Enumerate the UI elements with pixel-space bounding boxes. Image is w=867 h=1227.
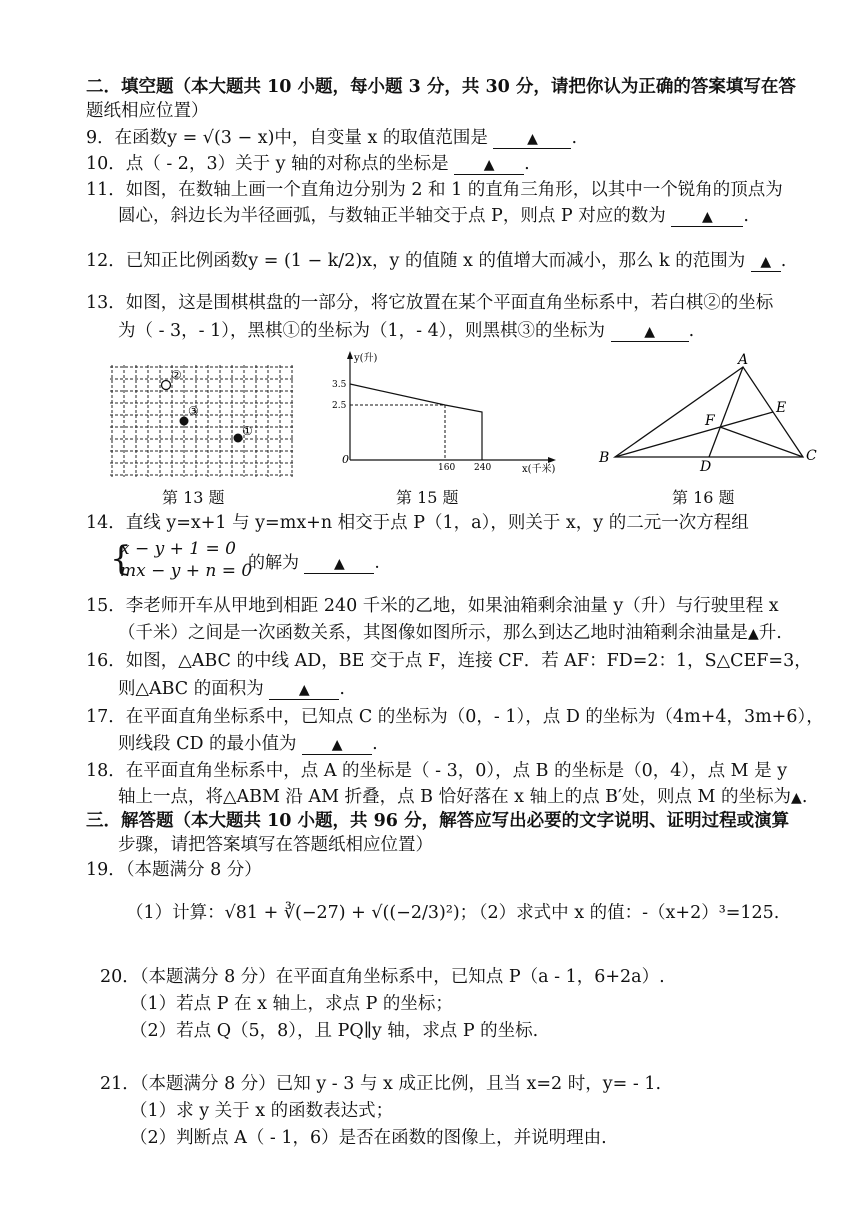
question-21-part1: （1）求 y 关于 x 的函数表达式；	[130, 1101, 394, 1121]
question-21-part2: （2）判断点 A（ - 1，6）是否在函数的图像上，并说明理由.	[130, 1128, 607, 1148]
question-13-line2: 为（ - 3，- 1），黑棋①的坐标为（1，- 4），则黑棋③的坐标为 ▲ .	[118, 321, 695, 341]
question-15-line2: （千米）之间是一次函数关系，其图像如图所示，那么到达乙地时油箱剩余油量是▲升.	[118, 623, 782, 643]
question-19-part1: （1）计算：√81 + ∛(−27) + √((−2/3)²)；	[126, 903, 478, 923]
label-stone-1: ①	[242, 424, 253, 438]
question-17-line2: 则线段 CD 的最小值为 ▲ .	[118, 734, 378, 754]
segment-cf	[720, 427, 803, 457]
answer-blank-13: ▲	[611, 322, 689, 342]
x-axis-arrow	[548, 457, 556, 463]
question-21: 21．（本题满分 8 分）已知 y - 3 与 x 成正比例，且当 x=2 时，y= - 1.	[100, 1074, 662, 1094]
label-c: C	[806, 448, 817, 464]
label-b: B	[599, 450, 610, 466]
go-board-figure	[108, 363, 298, 481]
answer-blank-16: ▲	[269, 680, 339, 700]
question-14-line1: 14．直线 y=x+1 与 y=mx+n 相交于点 P（1，a），则关于 x，y 的二元一次方程组	[86, 513, 749, 533]
question-11-line2: 圆心，斜边长为半径画弧，与数轴正半轴交于点 P，则点 P 对应的数为 ▲ .	[118, 206, 749, 226]
fuel-line	[350, 384, 482, 460]
section-2-title-line1: 二．填空题（本大题共 10 小题，每小题 3 分，共 30 分，请把你认为正确的答案填写在答	[86, 77, 796, 97]
brace: {	[110, 539, 132, 579]
question-10: 10．点（ - 2，3）关于 y 轴的对称点的坐标是 ▲ .	[86, 154, 530, 174]
question-20: 20．（本题满分 8 分）在平面直角坐标系中，已知点 P（a - 1，6+2a）.	[100, 967, 665, 987]
label-d: D	[700, 459, 712, 475]
answer-blank-17: ▲	[302, 735, 372, 755]
question-16-line2: 则△ABC 的面积为 ▲ .	[118, 679, 345, 699]
answer-blank-14: ▲	[304, 554, 374, 574]
origin-label: 0	[342, 453, 349, 466]
answer-blank-11: ▲	[671, 207, 743, 227]
question-18-line2: 轴上一点，将△ABM 沿 AM 折叠，点 B 恰好落在 x 轴上的点 B′处，则点 M 的坐标为▲.	[118, 787, 808, 807]
question-19-part2: （2）求式中 x 的值：-（x+2）³=125.	[470, 903, 780, 923]
question-20-part2: （2）若点 Q（5，8），且 PQ∥y 轴，求点 P 的坐标.	[130, 1021, 539, 1041]
label-f: F	[705, 413, 715, 429]
question-18-line1: 18．在平面直角坐标系中，点 A 的坐标是（ - 3，0），点 B 的坐标是（0，4），点 M 是 y	[86, 761, 788, 781]
question-12: 12．已知正比例函数y = (1 − k/2)x，y 的值随 x 的值增大而减小，那么 k 的范围为 ▲ .	[86, 251, 787, 271]
question-16-line1: 16．如图，△ABC 的中线 AD，BE 交于点 F，连接 CF．若 AF：FD=2：1，S△CEF=3，	[86, 651, 812, 671]
caption-fig-15: 第 15 题	[396, 488, 459, 507]
label-stone-3: ③	[188, 404, 199, 418]
section-2-title-line2: 题纸相应位置）	[86, 101, 209, 121]
question-17-line1: 17．在平面直角坐标系中，已知点 C 的坐标为（0，- 1），点 D 的坐标为（4m+4，3m+6），	[86, 707, 824, 727]
y-tick-2.5: 2.5	[332, 401, 347, 411]
answer-mark-18: ▲	[791, 790, 802, 806]
x-axis-label: x(千米)	[522, 464, 556, 475]
question-11-line1: 11．如图，在数轴上画一个直角边分别为 2 和 1 的直角三角形，以其中一个锐角的顶点为	[86, 180, 783, 200]
y-axis-label: y(升)	[354, 353, 378, 364]
caption-fig-13: 第 13 题	[162, 488, 225, 507]
y-tick-3.5: 3.5	[332, 380, 347, 390]
question-9: 9．在函数y = √(3 − x)中，自变量 x 的取值范围是 ▲ .	[86, 128, 578, 148]
equation-2: mx − y + n = 0	[120, 561, 253, 581]
label-e: E	[776, 400, 787, 416]
y-axis-arrow	[347, 351, 353, 359]
answer-blank-10: ▲	[454, 155, 524, 175]
caption-fig-16: 第 16 题	[672, 488, 735, 507]
answer-blank-12: ▲	[751, 252, 781, 272]
answer-mark-15: ▲	[748, 626, 759, 642]
x-tick-160: 160	[438, 463, 456, 473]
question-14-tail: 的解为 ▲ .	[248, 553, 380, 573]
triangle-figure	[595, 350, 825, 475]
label-a: A	[738, 352, 749, 368]
question-20-part1: （1）若点 P 在 x 轴上，求点 P 的坐标；	[130, 994, 453, 1014]
median-be	[615, 412, 773, 457]
triangle-abc	[615, 367, 803, 457]
median-ad	[709, 367, 743, 457]
question-13-line1: 13．如图，这是围棋棋盘的一部分，将它放置在某个平面直角坐标系中，若白棋②的坐标	[86, 293, 774, 313]
white-stone-2	[162, 381, 171, 390]
question-15-line1: 15．李老师开车从甲地到相距 240 千米的乙地，如果油箱剩余油量 y（升）与行驶里程 x	[86, 596, 779, 616]
label-stone-2: ②	[171, 368, 182, 382]
x-tick-240: 240	[474, 463, 492, 473]
equation-1: x − y + 1 = 0	[120, 539, 236, 559]
question-19: 19．（本题满分 8 分）	[86, 860, 262, 880]
section-3-title-line1: 三．解答题（本大题共 10 小题，共 96 分，解答应写出必要的文字说明、证明过程或演算	[86, 811, 790, 831]
section-3-title-line2: 步骤，请把答案填写在答题纸相应位置）	[118, 835, 433, 855]
answer-blank-9: ▲	[493, 129, 571, 149]
fuel-graph-figure	[330, 348, 560, 478]
